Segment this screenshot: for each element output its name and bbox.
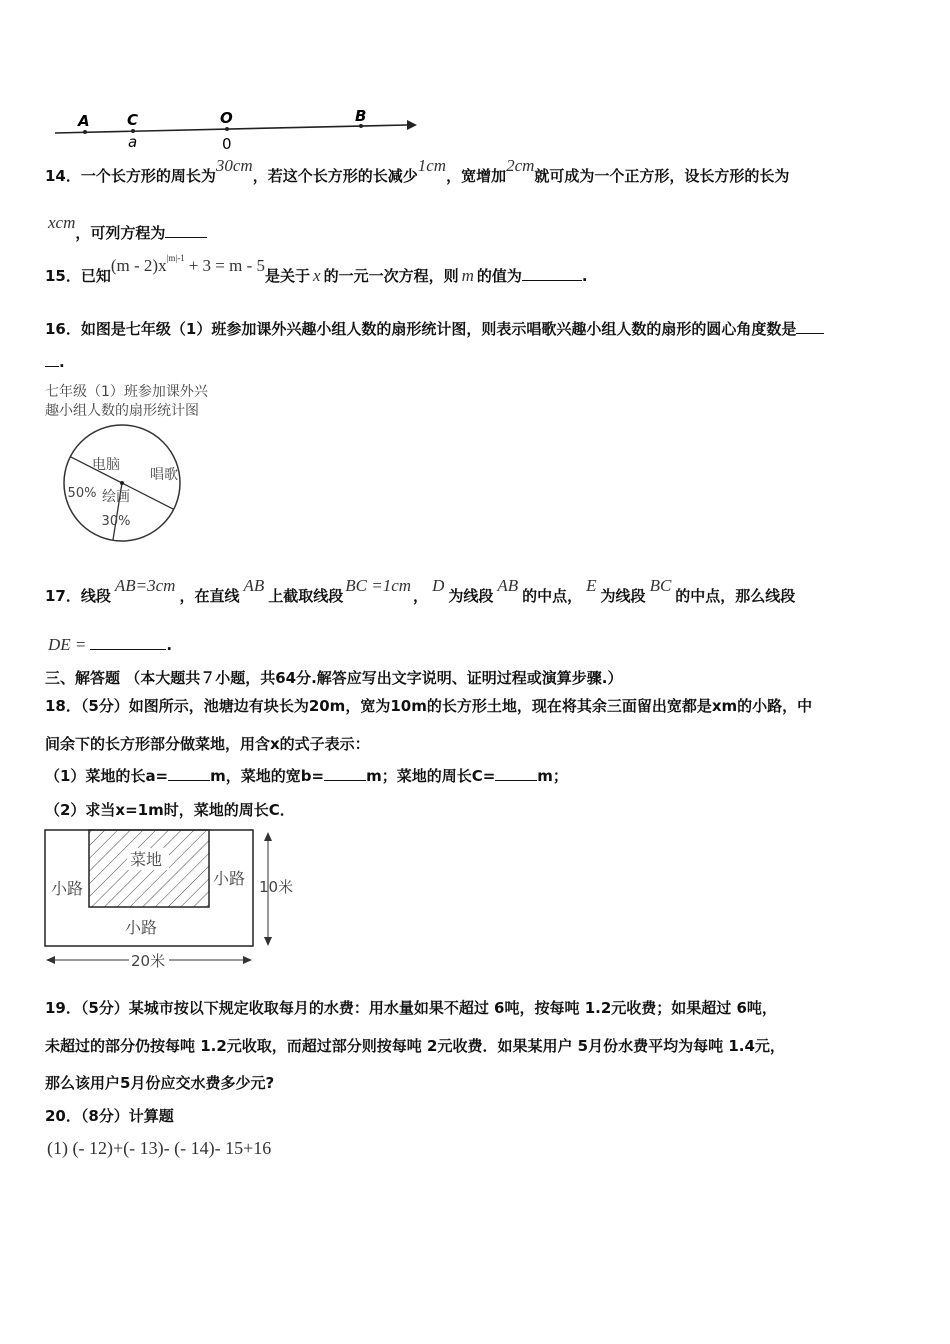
pie-chart-title-line2: 趣小组人数的扇形统计图 bbox=[45, 403, 199, 419]
q18-length-blank[interactable] bbox=[168, 766, 210, 781]
question-19-line1: 19．（5分）某城市按以下规定收取每月的水费：用水量如果不超过 6吨，按每吨 1.2元收费；如果超过 6吨， bbox=[45, 999, 777, 1017]
q14-text4: 就可成为一个正方形，设长方形的长为 bbox=[534, 167, 790, 185]
q17-de: DE = bbox=[48, 635, 87, 654]
q14-text5: ，可列方程为 bbox=[75, 224, 166, 242]
q14-decrease: 1cm bbox=[417, 156, 447, 175]
q15-text4: 的值为 bbox=[476, 267, 522, 285]
pie-center-dot bbox=[120, 481, 124, 485]
pie-slice-label-1: 电脑 bbox=[92, 457, 120, 473]
question-20-expression: (1) (- 12)+(- 13)- (- 14)- 15+16 bbox=[47, 1138, 272, 1158]
question-18-line2: 间余下的长方形部分做菜地，用含x的式子表示： bbox=[45, 735, 370, 753]
question-16-line2 bbox=[45, 352, 65, 371]
point-b-label: B bbox=[355, 107, 367, 125]
question-17-line2 bbox=[48, 635, 172, 655]
q17-d: D bbox=[432, 576, 445, 595]
q17-ab: AB bbox=[243, 576, 265, 595]
garden-label: 菜地 bbox=[130, 850, 163, 869]
width-arrow-left bbox=[46, 956, 55, 964]
q14-answer-blank[interactable] bbox=[165, 223, 207, 238]
q18-perimeter-blank[interactable] bbox=[495, 766, 537, 781]
question-20-title: 20．（8分）计算题 bbox=[45, 1107, 174, 1125]
q17-text3: 上截取线段 bbox=[268, 587, 344, 605]
question-19-line2: 未超过的部分仍按每吨 1.2元收取，而超过部分则按每吨 2元收费．如果某用户 5月份水费平均为每吨 1.4元， bbox=[45, 1037, 785, 1055]
height-label: 10米 bbox=[259, 878, 294, 896]
question-19-line3: 那么该用户5月份应交水费多少元? bbox=[45, 1074, 275, 1092]
q14-text2: ，若这个长方形的长减少 bbox=[252, 167, 418, 185]
point-o-label: O bbox=[220, 109, 233, 127]
q16-number: 16． bbox=[45, 320, 81, 338]
question-14-line1 bbox=[45, 156, 790, 186]
pie-chart-title bbox=[45, 383, 208, 421]
width-label: 20米 bbox=[131, 952, 166, 970]
pie-slice-label-2: 唱歌 bbox=[150, 467, 178, 483]
question-18-sub2: （2）求当x=1m时，菜地的周长C． bbox=[45, 801, 295, 819]
height-arrow-top bbox=[264, 832, 272, 841]
q17-text1: 线段 bbox=[80, 587, 111, 605]
q17-answer-blank[interactable] bbox=[90, 635, 166, 650]
question-15 bbox=[45, 253, 588, 286]
q18-sub1-b: m，菜地的宽b= bbox=[210, 767, 325, 785]
q17-end: . bbox=[166, 636, 173, 654]
q16-answer-blank[interactable] bbox=[796, 319, 824, 334]
q14-text1: 一个长方形的周长为 bbox=[80, 167, 216, 185]
q17-text2: ，在直线 bbox=[179, 587, 240, 605]
height-arrow-bottom bbox=[264, 937, 272, 946]
q18-width-blank[interactable] bbox=[324, 766, 366, 781]
point-a-label: A bbox=[78, 112, 90, 130]
q17-text5: 为线段 bbox=[448, 587, 494, 605]
q15-expr-right: + 3 = m - 5 bbox=[188, 256, 266, 275]
q17-text8: 的中点，那么线段 bbox=[675, 587, 796, 605]
q15-var-x: x bbox=[313, 266, 321, 285]
label-zero: 0 bbox=[222, 135, 232, 153]
q14-text3: ，宽增加 bbox=[446, 167, 507, 185]
q14-number: 14． bbox=[45, 167, 81, 185]
label-a: a bbox=[128, 133, 138, 151]
point-o-dot bbox=[225, 127, 229, 131]
width-arrow-right bbox=[243, 956, 252, 964]
pie-slice-label-3: 绘画 bbox=[102, 489, 130, 505]
road-right-label: 小路 bbox=[213, 869, 246, 888]
road-left-label: 小路 bbox=[51, 879, 84, 898]
question-17 bbox=[45, 576, 796, 606]
q18-sub1-c: m；菜地的周长C= bbox=[366, 767, 496, 785]
garden-figure bbox=[43, 828, 303, 970]
question-18-line1: 18．（5分）如图所示，池塘边有块长为20m，宽为10m的长方形土地，现在将其余三面留出宽都是xm的小路，中 bbox=[45, 697, 813, 715]
q17-bc: BC bbox=[649, 576, 672, 595]
q14-perimeter: 30cm bbox=[215, 156, 253, 175]
q18-sub1-d: m； bbox=[537, 767, 568, 785]
q16-text: 如图是七年级（1）班参加课外兴趣小组人数的扇形统计图，则表示唱歌兴趣小组人数的扇形的圆心角度数是 bbox=[80, 320, 797, 338]
pie-slice-value-3: 30% bbox=[101, 514, 131, 529]
q17-ab-eq: AB=3cm bbox=[114, 576, 176, 595]
q15-number: 15． bbox=[45, 267, 81, 285]
q15-expr-left: (m - 2)x bbox=[110, 256, 167, 275]
question-18-sub1 bbox=[45, 765, 568, 786]
q15-text2: 是关于 bbox=[265, 267, 311, 285]
pie-chart bbox=[60, 420, 200, 550]
question-14-line2 bbox=[48, 213, 207, 243]
q15-text1: 已知 bbox=[80, 267, 111, 285]
q15-end: . bbox=[581, 267, 588, 285]
q15-answer-blank[interactable] bbox=[522, 266, 582, 281]
road-bottom-label: 小路 bbox=[125, 918, 158, 937]
point-a-dot bbox=[83, 130, 87, 134]
point-c-label: C bbox=[127, 111, 139, 129]
q14-increase: 2cm bbox=[506, 156, 535, 175]
q15-var-m: m bbox=[461, 266, 474, 285]
q15-text3: 的一元一次方程，则 bbox=[323, 267, 459, 285]
q17-e: E bbox=[586, 576, 597, 595]
q17-text6: 的中点， bbox=[522, 587, 583, 605]
q16-end: . bbox=[59, 353, 65, 371]
q16-answer-blank-cont[interactable] bbox=[45, 352, 59, 367]
pie-chart-title-line1: 七年级（1）班参加课外兴 bbox=[45, 384, 208, 400]
number-line-arrow bbox=[407, 120, 417, 130]
q17-bc-eq: BC =1cm bbox=[345, 576, 412, 595]
q17-ab2: AB bbox=[497, 576, 519, 595]
q14-variable: xcm bbox=[48, 213, 76, 232]
section-3-title: 三、解答题 （本大题共７小题，共64分.解答应写出文字说明、证明过程或演算步骤.） bbox=[45, 669, 623, 687]
q17-text7: 为线段 bbox=[600, 587, 646, 605]
q18-sub1-a: （1）菜地的长a= bbox=[45, 767, 169, 785]
pie-slice-value-1: 50% bbox=[67, 486, 97, 501]
q15-expr-exponent: |m|-1 bbox=[166, 253, 185, 263]
number-line-figure bbox=[45, 105, 425, 155]
q17-text4: ， bbox=[413, 587, 429, 605]
q17-number: 17． bbox=[45, 587, 81, 605]
question-16 bbox=[45, 318, 824, 339]
